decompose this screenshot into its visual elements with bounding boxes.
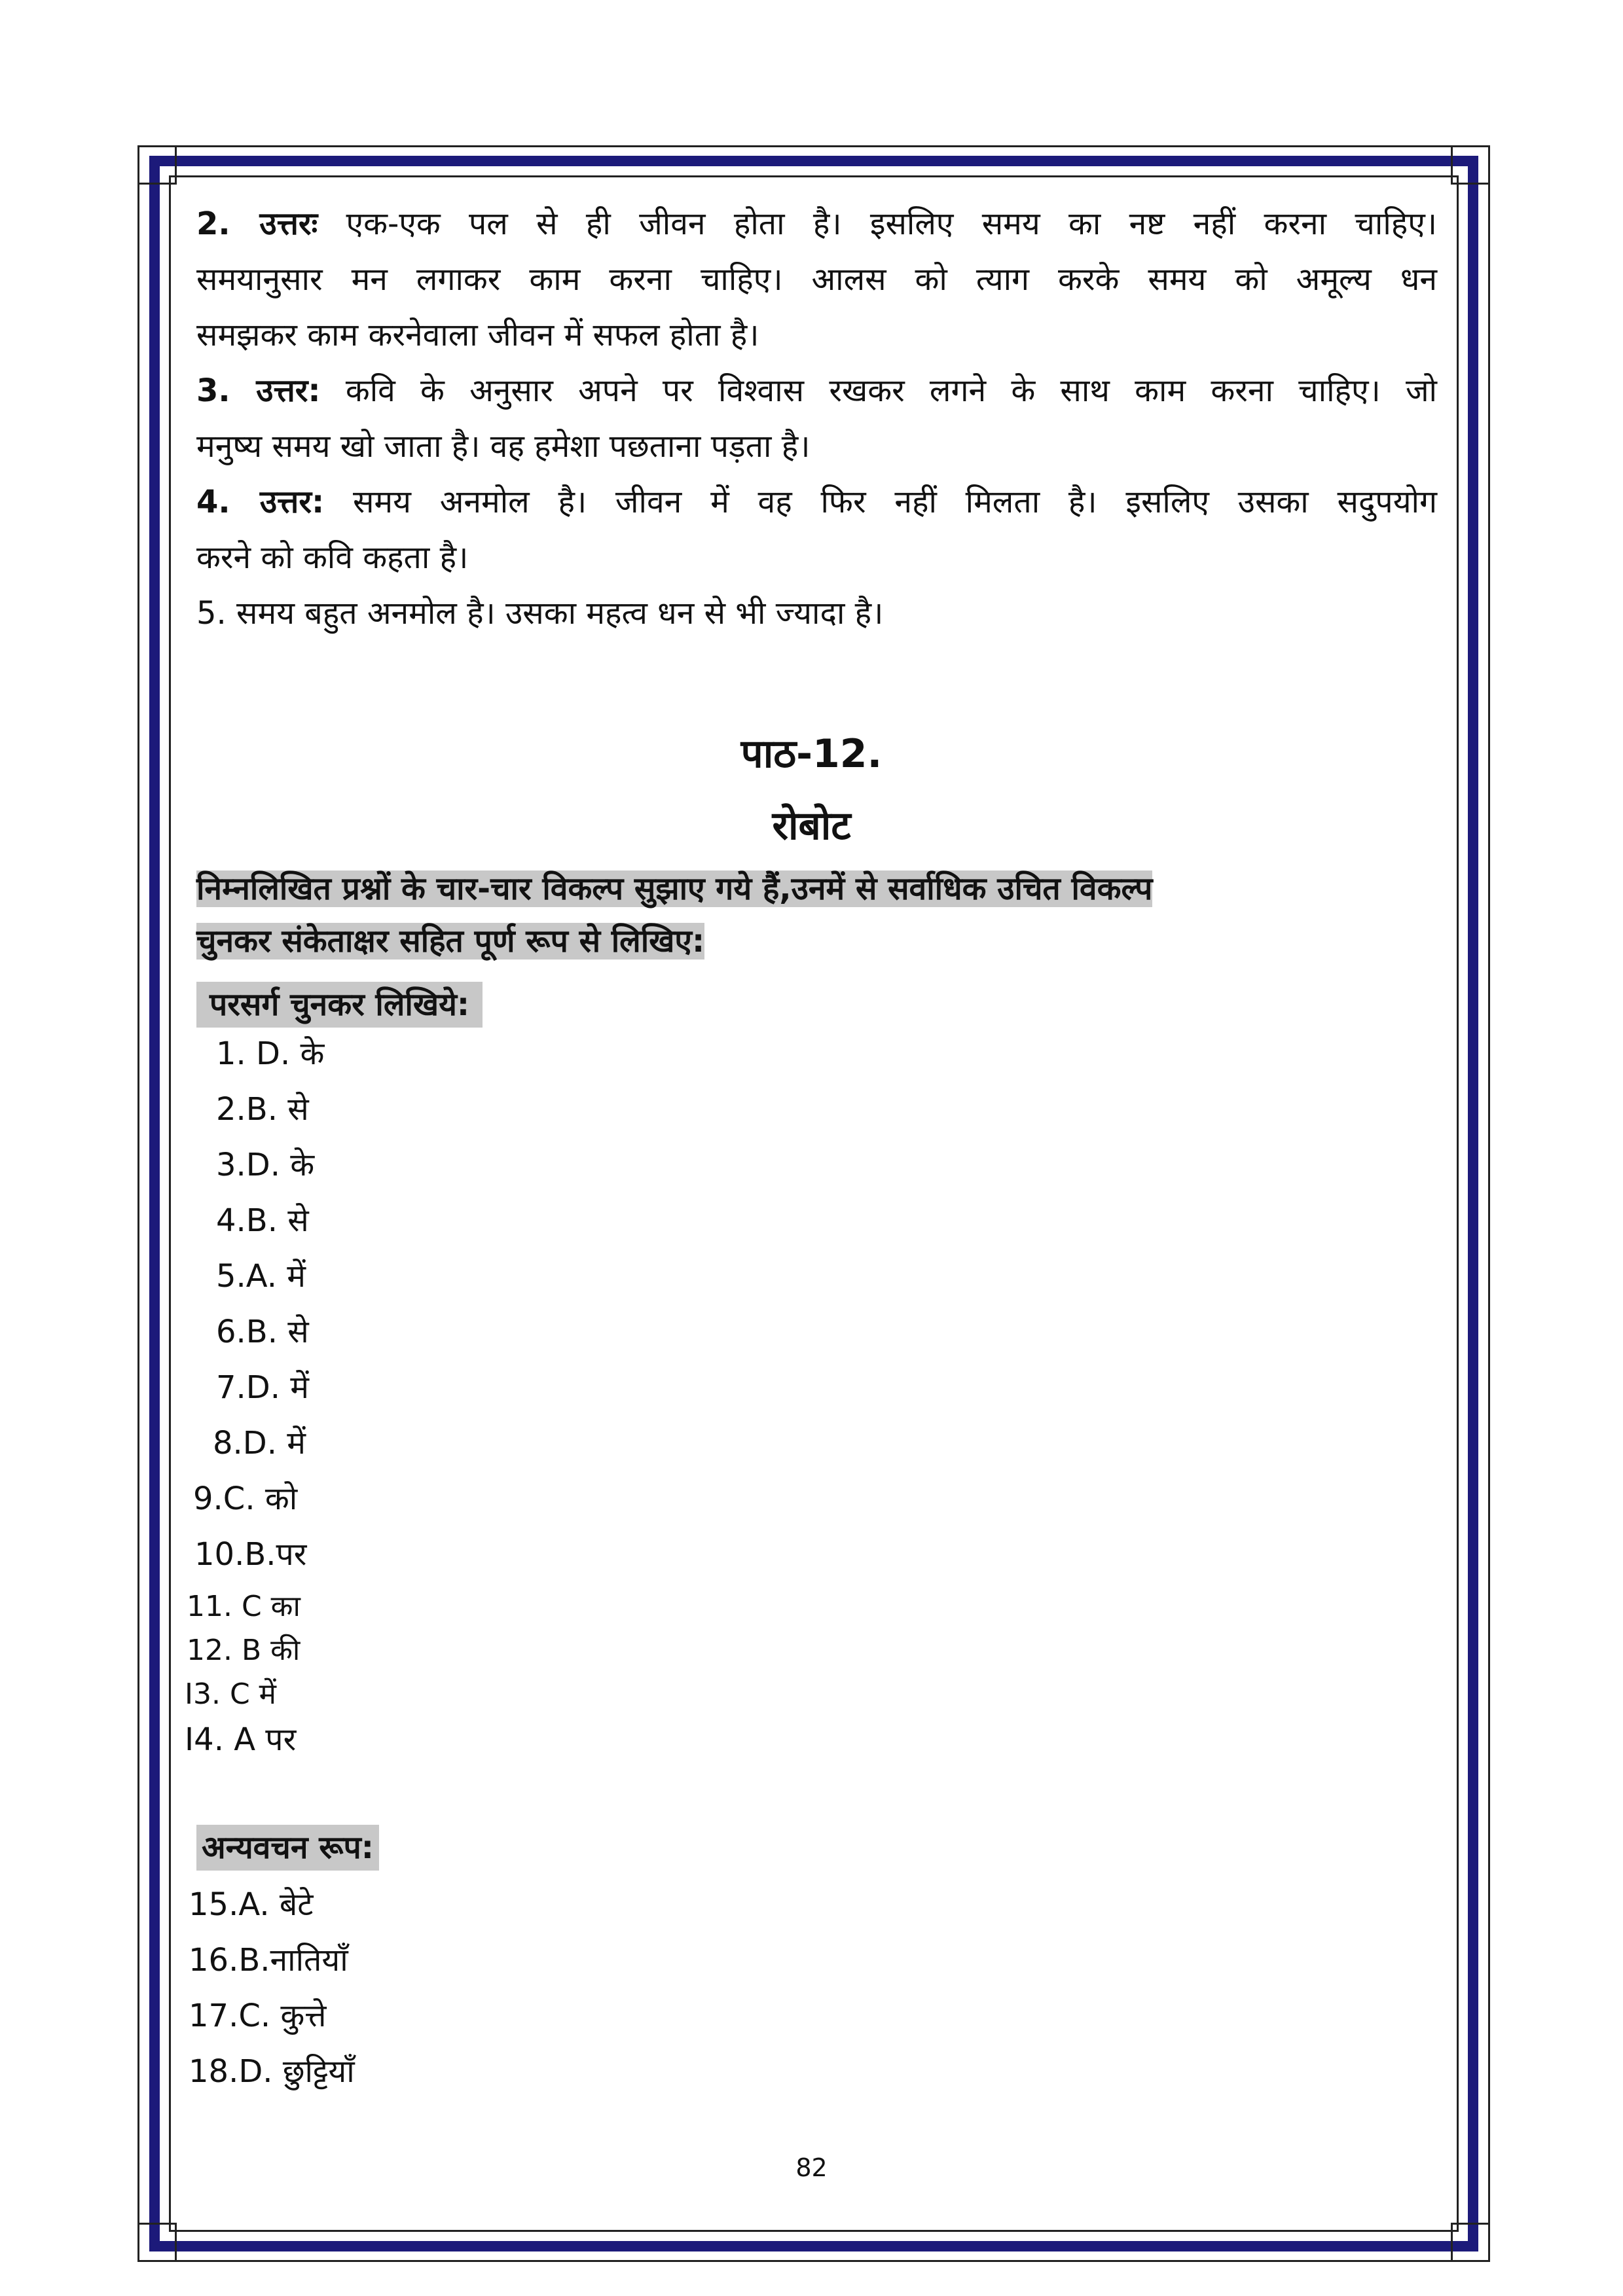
- answer-3: 3. उत्तर: कवि के अनुसार अपने पर विश्वास रखकर लगने के साथ काम करना चाहिए। जो मनुष्य समय खो जाता है। वह हमेशा पछताना पड़ता है।: [196, 372, 1437, 465]
- answer-2: 2. उत्तरः एक-एक पल से ही जीवन होता है। इसलिए समय का नष्ट नहीं करना चाहिए। समयानुसार मन लगाकर काम करना चाहिए। आलस को त्याग करके समय को अमूल्य धन समझकर काम करनेवाला जीवन में सफल होता है।: [196, 206, 1437, 353]
- list-item: 3.D. के: [216, 1147, 315, 1183]
- list-item: 8.D. में: [213, 1425, 306, 1462]
- corner-ornament-bl: [137, 2223, 177, 2262]
- list-item: 2.B. से: [216, 1091, 309, 1128]
- list-item: 1. D. के: [216, 1035, 325, 1072]
- list-item: I4. A पर: [185, 1721, 297, 1758]
- list-item: 16.B.नातियाँ: [189, 1942, 348, 1979]
- list-item: 10.B.पर: [194, 1536, 307, 1573]
- answer-4: 4. उत्तर: समय अनमोल है। जीवन में वह फिर नहीं मिलता है। इसलिए उसका सदुपयोग करने को कवि कहता है।: [196, 484, 1437, 576]
- list-item: 11. C का: [187, 1590, 301, 1623]
- list-item: 12. B की: [187, 1634, 301, 1667]
- list-item: 6.B. से: [216, 1314, 309, 1350]
- corner-ornament-br: [1451, 2223, 1490, 2262]
- section1-heading: परसर्ग चुनकर लिखिये:: [196, 982, 483, 1028]
- lesson-number: पाठ-12.: [740, 731, 883, 777]
- corner-ornament-tr: [1451, 145, 1490, 185]
- answer-5: 5. समय बहुत अनमोल है। उसका महत्व धन से भी ज्यादा है।: [196, 595, 884, 632]
- list-item: 4.B. से: [216, 1202, 309, 1239]
- list-item: I3. C में: [185, 1677, 276, 1711]
- list-item: 18.D. छुट्टियाँ: [189, 2053, 355, 2090]
- instruction: निम्नलिखित प्रश्नों के चार-चार विकल्प सुझाए गये हैं,उनमें से सर्वाधिक उचित विकल्प चुनकर संकेताक्षर सहित पूर्ण रूप से लिखिए:: [196, 870, 1153, 960]
- corner-ornament-tl: [137, 145, 177, 185]
- list-item: 7.D. में: [216, 1369, 309, 1406]
- list-item: 5.A. में: [216, 1258, 306, 1295]
- list-item: 15.A. बेटे: [189, 1886, 314, 1923]
- list-item: 17.C. कुत्ते: [189, 1998, 327, 2034]
- page-number: 82: [795, 2153, 828, 2182]
- lesson-title: रोबोट: [772, 803, 851, 849]
- list-item: 9.C. को: [193, 1480, 298, 1517]
- section2-heading: अन्यवचन रूप:: [196, 1825, 379, 1871]
